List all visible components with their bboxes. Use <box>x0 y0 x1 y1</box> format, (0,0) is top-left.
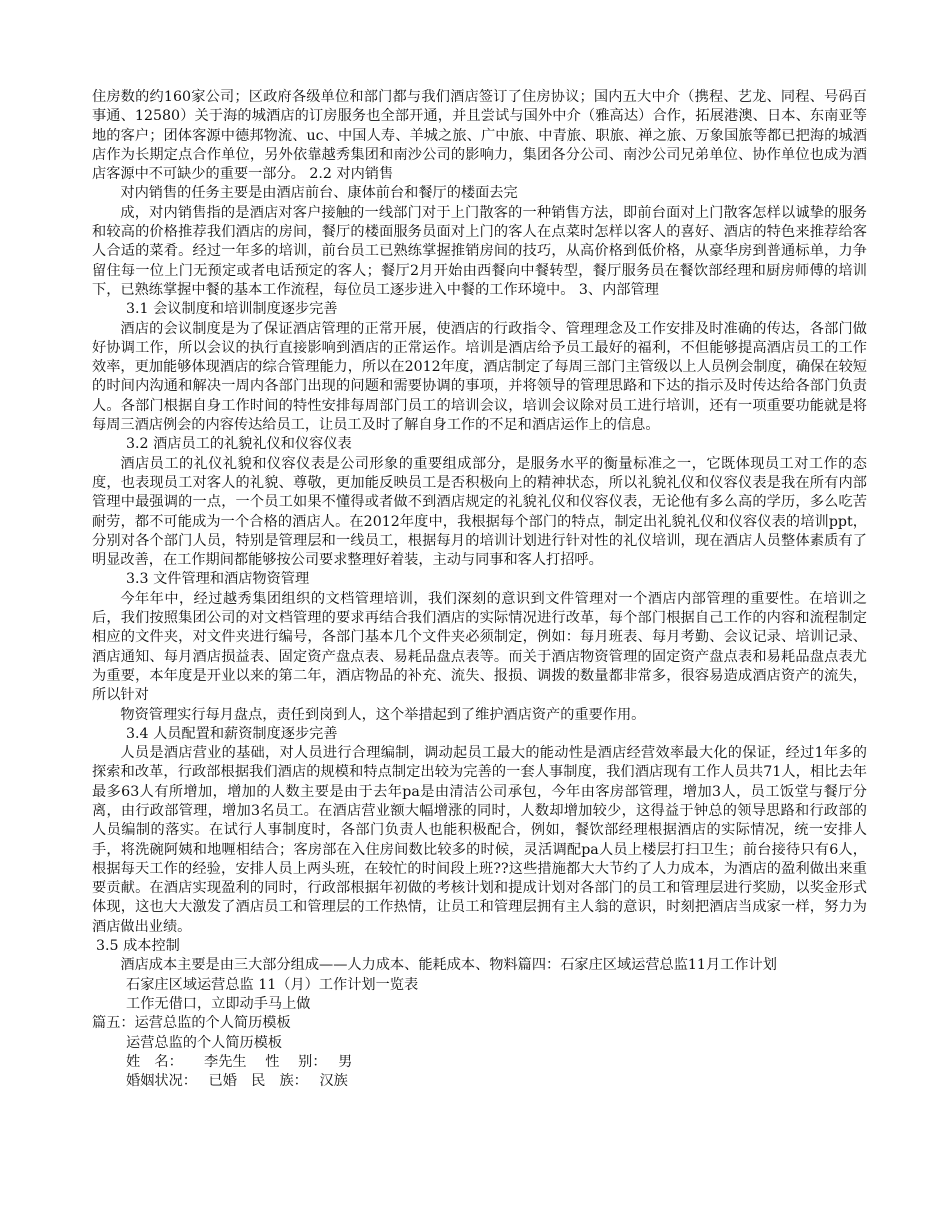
paragraph-sales-clients: 住房数的约160家公司；区政府各级单位和部门都与我们酒店签订了住房协议；国内五大中介（携程、艺龙、同程、号码百事通、12580）关于海的城酒店的订房服务也全部开通，并且尝试与国外中介（雅高达）合作，拓展港澳、日本、东南亚等地的客户；团体客源中德邦物流、uc、中国人寿、羊城之旅、广中旅、中青旅、职旅、禅之旅、万象国旅等都已把海的城酒店作为长期定点合作单位，另外依靠越秀集团和南沙公司的影响力，集团各分公司、南沙公司兄弟单位、协作单位也成为酒店客源中不可缺少的重要一部分。 2.2 对内销售 <box>92 89 867 183</box>
document-page <box>92 88 867 1091</box>
section-title-resume: 篇五：运营总监的个人简历模板 <box>92 1015 291 1032</box>
paragraph-etiquette: 酒店员工的礼仪礼貌和仪容仪表是公司形象的重要组成部分，是服务水平的衡量标准之一，它既体现员工对工作的态度，也表现员工对客人的礼貌、尊敬，更加能反映员工是否积极向上的精神状态，所以礼貌礼仪和仪容仪表是我在所有内部管理中最强调的一点，一个员工如果不懂得或者做不到酒店规定的礼貌礼仪和仪容仪表，无论他有多么高的学历，多么吃苦耐劳，都不可能成为一个合格的酒店人。在2012年度中，我根据每个部门的特点，制定出礼貌礼仪和仪容仪表的培训ppt，分别对各个部门人员，特别是管理层和一线员工，根据每月的培训计划进行针对性的礼仪培训，现在酒店人员整体素质有了明显改善，在工作期间都能够按公司要求整理好着装，主动与同事和客人打招呼。 <box>92 455 867 569</box>
paragraph-meeting-training: 酒店的会议制度是为了保证酒店管理的正常开展，使酒店的行政指令、管理理念及工作安排及时准确的传达，各部门做好协调工作，所以会议的执行直接影响到酒店的正常运作。培训是酒店给予员工最好的福利，不但能够提高酒店员工的工作效率，更加能够体现酒店的综合管理能力，所以在2012年度，酒店制定了每周三部门主管级以上人员例会制度，确保在较短的时间内沟通和解决一周内各部门出现的问题和需要协调的事项，并将领导的管理思路和下达的指示及时传达给各部门负责人。各部门根据自身工作时间的特性安排每周部门员工的培训会议，培训会议除对员工进行培训，还有一项重要功能就是将每周三酒店例会的内容传达给员工，让员工及时了解自身工作的不足和酒店运作上的信息。 <box>92 320 867 434</box>
paragraph-internal-sales: 成，对内销售指的是酒店对客户接触的一线部门对于上门散客的一种销售方法，即前台面对上门散客怎样以诚挚的服务和较高的价格推荐我们酒店的房间，餐厅的楼面服务员面对上门的客人在点菜时怎样以客人的喜好、酒店的特色来推荐给客人合适的菜肴。经过一年多的培训，前台员工已熟练掌握推销房间的技巧，从高价格到低价格，从豪华房到普通标单，力争留住每一位上门无预定或者电话预定的客人；餐厅2月开始由西餐向中餐转型，餐厅服务员在餐饮部经理和厨房师傅的培训下，已熟练掌握中餐的基本工作流程，每位员工逐步进入中餐的工作环境中。 3、内部管理 <box>92 204 867 298</box>
paragraph-staffing: 人员是酒店营业的基础，对人员进行合理编制，调动起员工最大的能动性是酒店经营效率最大化的保证，经过1年多的探索和改革，行政部根据我们酒店的规模和特点制定出较为完善的一套人事制度，我们酒店现有工作人员共71人，相比去年最多63人有所增加，增加的人数主要是由于去年pa是由清洁公司承包，今年由客房部管理，增加3人，员工饭堂与餐厅分离，由行政部管理，增加3名员工。在酒店营业额大幅增涨的同时，人数却增加较少，这得益于钟总的领导思路和行政部的人员编制的落实。在试行人事制度时，各部门负责人也能积极配合，例如，餐饮部经理根据酒店的实际情况，统一安排人手，将洗碗阿姨和地喱相结合；客房部在入住房间数比较多的时候，灵活调配pa人员上楼层打扫卫生；前台接待只有6人，根据每天工作的经验，安排人员上两头班，在较忙的时间段上班??这些措施都大大节约了人力成本，为酒店的盈利做出来重要贡献。在酒店实现盈利的同时，行政部根据年初做的考核计划和提成计划对各部门的员工和管理层进行奖励，以奖金形式体现，这也大大激发了酒店员工和管理层的工作热情，让员工和管理层拥有主人翁的意识，时刻把酒店当成家一样，努力为酒店做出业绩。 <box>92 745 867 935</box>
paragraph-cost-control: 酒店成本主要是由三大部分组成——人力成本、能耗成本、物料篇四：石家庄区域运营总监11月工作计划 <box>120 957 777 974</box>
paragraph-motto: 工作无借口，立即动手马上做 <box>126 995 311 1012</box>
resume-template-title: 运营总监的个人简历模板 <box>126 1034 283 1051</box>
resume-row-marital-ethnicity: 婚姻状况： 已婚 民 族： 汉族 <box>126 1073 348 1090</box>
heading-3-5: 3.5 成本控制 <box>96 938 180 955</box>
paragraph-asset-management: 物资管理实行每月盘点，责任到岗到人，这个举措起到了维护酒店资产的重要作用。 <box>120 706 646 723</box>
paragraph-document-management: 今年年中，经过越秀集团组织的文档管理培训，我们深刻的意识到文件管理对一个酒店内部管理的重要性。在培训之后，我们按照集团公司的对文档管理的要求再结合我们酒店的实际情况进行改革，每个部门根据自己工作的内容和流程制定相应的文件夹，对文件夹进行编号，各部门基本几个文件夹必须制定，例如：每月班表、每月考勤、会议记录、培训记录、酒店通知、每月酒店损益表、固定资产盘点表、易耗品盘点表等。而关于酒店物资管理的固定资产盘点表和易耗品盘点表尤为重要，本年度是开业以来的第二年，酒店物品的补充、流失、报损、调拨的数量都非常多，很容易造成酒店资产的流失，所以针对 <box>92 590 867 704</box>
resume-row-name-gender: 姓 名： 李先生 性 别： 男 <box>126 1053 353 1070</box>
heading-3-1: 3.1 会议制度和培训制度逐步完善 <box>126 301 338 318</box>
heading-3-4: 3.4 人员配置和薪资制度逐步完善 <box>126 725 338 742</box>
paragraph-internal-sales-intro: 对内销售的任务主要是由酒店前台、康体前台和餐厅的楼面去完 <box>120 185 518 202</box>
heading-3-2: 3.2 酒店员工的礼貌礼仪和仪容仪表 <box>126 436 352 453</box>
heading-3-3: 3.3 文件管理和酒店物资管理 <box>126 571 310 588</box>
paragraph-plan-table-title: 石家庄区域运营总监 11（月）工作计划一览表 <box>126 976 419 993</box>
